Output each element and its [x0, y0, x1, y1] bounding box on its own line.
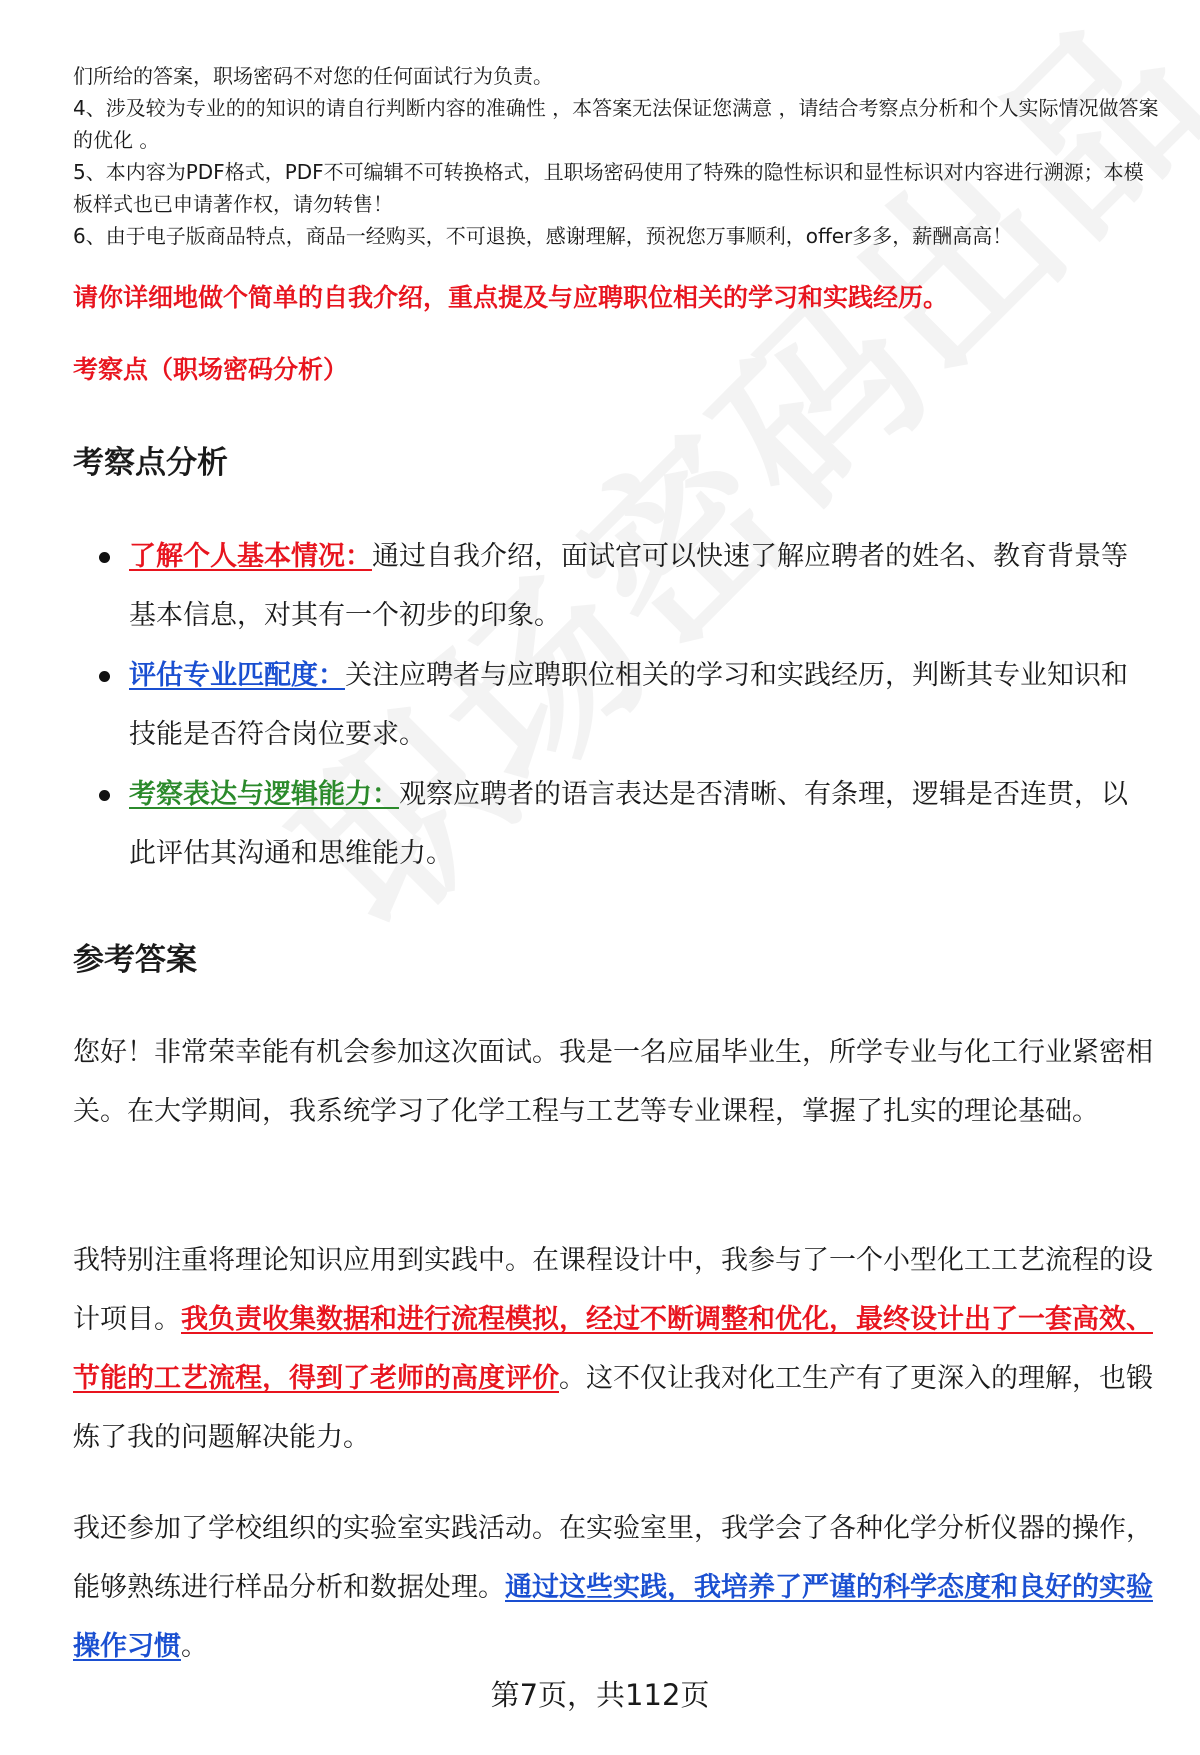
point-text: 通过自我介绍，面试官可以快速了解应聘者的姓名、教育背景等基本信息，对其有一个初步的印象。	[129, 541, 1128, 631]
analysis-point	[73, 527, 1153, 645]
page-number: 第7页，共112页	[490, 1678, 710, 1712]
answer-highlight: 通过这些实践，我培养了严谨的科学态度和良好的实验操作习惯	[73, 1572, 1153, 1662]
point-text: 观察应聘者的语言表达是否清晰、有条理，逻辑是否连贯，以此评估其沟通和思维能力。	[129, 779, 1128, 869]
analysis-points	[73, 527, 1153, 884]
note-line: 5、本内容为PDF格式，PDF不可编辑不可转换格式，且职场密码使用了特殊的隐性标识和显性标识对内容进行溯源；本模板样式也已申请著作权，请勿转售！	[73, 160, 1144, 216]
note-line: 们所给的答案，职场密码不对您的任何面试行为负责。	[73, 64, 553, 88]
answer-text: 。这不仅让我对化工生产有了更深入的理解，也锻炼了我的问题解决能力。	[73, 1363, 1153, 1453]
bullet-icon	[99, 671, 110, 682]
bullet-icon	[99, 552, 110, 563]
bullet-icon	[99, 790, 110, 801]
answer-text: 我特别注重将理论知识应用到实践中。在课程设计中，我参与了一个小型化工工艺流程的设计项目。	[73, 1245, 1153, 1335]
exam-point-label: 考察点（职场密码分析）	[73, 355, 349, 384]
answer-heading: 参考答案	[73, 942, 197, 978]
answer-paragraph	[73, 1231, 1155, 1467]
disclaimer-notes	[73, 60, 1163, 252]
answer-highlight: 我负责收集数据和进行流程模拟，经过不断调整和优化，最终设计出了一套高效、节能的工艺流程，得到了老师的高度评价	[73, 1304, 1153, 1394]
interview-question: 请你详细地做个简单的自我介绍，重点提及与应聘职位相关的学习和实践经历。	[73, 283, 949, 312]
answer-text: 。	[181, 1631, 208, 1662]
point-text: 关注应聘者与应聘职位相关的学习和实践经历，判断其专业知识和技能是否符合岗位要求。	[129, 660, 1128, 750]
answer-paragraph: 您好！非常荣幸能有机会参加这次面试。我是一名应届毕业生，所学专业与化工行业紧密相关。在大学期间，我系统学习了化学工程与工艺等专业课程，掌握了扎实的理论基础。	[73, 1037, 1153, 1127]
analysis-point	[73, 765, 1153, 883]
analysis-point	[73, 646, 1153, 764]
answer-paragraph	[73, 1499, 1155, 1676]
analysis-heading: 考察点分析	[73, 445, 228, 481]
note-line: 6、由于电子版商品特点，商品一经购买，不可退换，感谢理解，预祝您万事顺利，offer多多，薪酬高高！	[73, 224, 1013, 248]
note-line: 4、涉及较为专业的的知识的请自行判断内容的准确性 ，本答案无法保证您满意 ，请结合考察点分析和个人实际情况做答案的优化 。	[73, 96, 1159, 152]
point-key: 考察表达与逻辑能力：	[129, 779, 399, 810]
answer-text: 我还参加了学校组织的实验室实践活动。在实验室里，我学会了各种化学分析仪器的操作，能够熟练进行样品分析和数据处理。	[73, 1513, 1153, 1603]
point-key: 了解个人基本情况：	[129, 541, 372, 572]
point-key: 评估专业匹配度：	[129, 660, 345, 691]
